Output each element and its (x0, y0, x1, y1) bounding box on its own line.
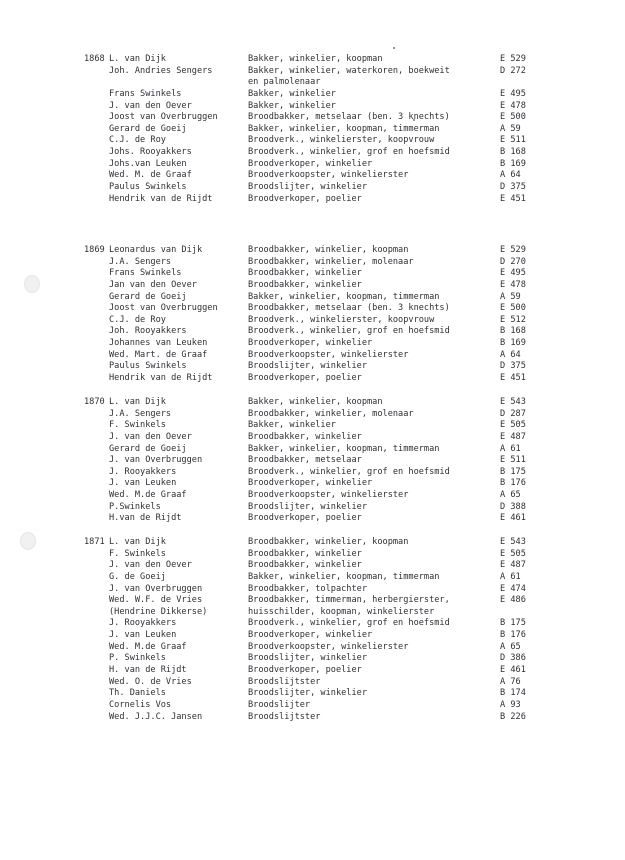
parcel-ref: A 76 (500, 676, 521, 687)
parcel-ref: D 270 (500, 256, 526, 267)
parcel-ref: B 226 (500, 711, 526, 722)
person-name: J. van Leuken (109, 478, 177, 489)
occupation: Bakker, winkelier, koopman, timmerman (248, 443, 440, 454)
occupation: en palmolenaar (248, 77, 321, 88)
parcel-ref: E 451 (500, 193, 526, 204)
register-row (0, 607, 625, 619)
person-name: Joh. Andries Sengers (109, 65, 213, 76)
register-row (0, 549, 625, 561)
register-row (0, 490, 625, 502)
register-row (0, 432, 625, 444)
person-name: L. van Dijk (109, 397, 166, 407)
occupation: Bakker, winkelier, koopman (248, 397, 383, 407)
occupation: Broodverkoper, winkelier (248, 478, 373, 489)
parcel-ref: D 375 (500, 182, 526, 193)
register-row (0, 182, 625, 194)
person-name: G. de Goeij (109, 571, 166, 582)
occupation: Bakker, winkelier, waterkoren, boekweit (248, 65, 450, 76)
occupation: Broodslijter, winkelier (248, 361, 367, 372)
occupation: Broodbakker, winkelier (248, 279, 362, 290)
person-name: J. van Overbruggen (109, 583, 203, 594)
person-name: Johs.van Leuken (109, 158, 187, 169)
parcel-ref: A 59 (500, 123, 521, 134)
register-row (0, 712, 625, 724)
parcel-ref: B 176 (500, 630, 526, 641)
person-name: L. van Dijk (109, 54, 166, 64)
register-row (0, 572, 625, 584)
occupation: Bakker, winkelier (248, 420, 336, 431)
parcel-ref: B 168 (500, 326, 526, 337)
person-name: Johannes van Leuken (109, 338, 208, 349)
parcel-ref: E 511 (500, 135, 526, 146)
register-row (0, 54, 625, 66)
occupation: Broodverkoper, winkelier (248, 338, 373, 349)
person-name: J. van den Oever (109, 100, 192, 111)
person-name: Cornelis Vos (109, 699, 172, 710)
occupation: Broodverkoopster, winkelierster (248, 490, 409, 501)
ink-speck (393, 47, 395, 49)
register-row (0, 170, 625, 182)
person-name: Joost van Overbruggen (109, 112, 218, 123)
occupation: Broodslijter, winkelier (248, 688, 367, 699)
register-row (0, 101, 625, 113)
parcel-ref: E 500 (500, 112, 526, 123)
parcel-ref: E 529 (500, 54, 526, 64)
parcel-ref: A 65 (500, 490, 521, 501)
parcel-ref: E 543 (500, 537, 526, 547)
parcel-ref: E 461 (500, 513, 526, 524)
person-name: J.A. Sengers (109, 408, 172, 419)
register-row (0, 560, 625, 572)
person-name: Paulus Swinkels (109, 182, 187, 193)
person-name: Johs. Rooyakkers (109, 147, 192, 158)
occupation: Broodbakker, timmerman, herbergierster, (248, 595, 450, 606)
register-row (0, 112, 625, 124)
register-row (0, 245, 625, 257)
register-row (0, 700, 625, 712)
person-name: Wed. M.de Graaf (109, 641, 187, 652)
person-name: J. van Leuken (109, 630, 177, 641)
parcel-ref: A 93 (500, 699, 521, 710)
person-name: Jan van den Oever (109, 279, 197, 290)
parcel-ref: A 65 (500, 641, 521, 652)
person-name: Hendrik van de Rijdt (109, 193, 213, 204)
person-name: H.van de Rijdt (109, 513, 182, 524)
occupation: Broodverkoopster, winkelierster (248, 641, 409, 652)
parcel-ref: E 495 (500, 268, 526, 279)
person-name: Gerard de Goeij (109, 123, 187, 134)
register-row (0, 159, 625, 171)
occupation: Broodverkoopster, winkelierster (248, 349, 409, 360)
person-name: Wed. Mart. de Graaf (109, 349, 208, 360)
parcel-ref: B 169 (500, 338, 526, 349)
parcel-ref: E 478 (500, 279, 526, 290)
person-name: C.J. de Roy (109, 135, 166, 146)
year-section (0, 397, 625, 525)
parcel-ref: A 59 (500, 291, 521, 302)
year-section (0, 537, 625, 723)
person-name: Joost van Overbruggen (109, 303, 218, 314)
person-name: Gerard de Goeij (109, 443, 187, 454)
register-row (0, 326, 625, 338)
register-row (0, 618, 625, 630)
register-row (0, 350, 625, 362)
register-row (0, 66, 625, 78)
register-row (0, 665, 625, 677)
register-row (0, 338, 625, 350)
person-name: J. Rooyakkers (109, 618, 177, 629)
occupation: Bakker, winkelier (248, 88, 336, 99)
occupation: Broodbakker, winkelier (248, 431, 362, 442)
parcel-ref: B 174 (500, 688, 526, 699)
parcel-ref: D 388 (500, 501, 526, 512)
parcel-ref: B 169 (500, 158, 526, 169)
occupation: Broodslijter, winkelier (248, 501, 367, 512)
register-row (0, 420, 625, 432)
person-name: Hendrik van de Rijdt (109, 373, 213, 384)
person-name: J. van Overbruggen (109, 455, 203, 466)
occupation: Bakker, winkelier (248, 100, 336, 111)
occupation: Broodverk., winkelierster, koopvrouw (248, 314, 435, 325)
person-name: L. van Dijk (109, 537, 166, 547)
occupation: Broodbakker, tolpachter (248, 583, 367, 594)
year-label: 1871 (84, 537, 105, 547)
register-row (0, 135, 625, 147)
register-row (0, 268, 625, 280)
parcel-ref: D 386 (500, 653, 526, 664)
occupation: Broodverk., winkelierster, koopvrouw (248, 135, 435, 146)
year-label: 1870 (84, 397, 105, 407)
occupation: huisschilder, koopman, winkelierster (248, 606, 435, 617)
occupation: Broodverkoper, poelier (248, 373, 362, 384)
person-name: Wed. M.de Graaf (109, 490, 187, 501)
parcel-ref: E 474 (500, 583, 526, 594)
person-name: J.A. Sengers (109, 256, 172, 267)
parcel-ref: B 168 (500, 147, 526, 158)
parcel-ref: E 451 (500, 373, 526, 384)
parcel-ref: E 529 (500, 245, 526, 255)
person-name: Th. Daniels (109, 688, 166, 699)
occupation: Broodbakker, metselaar (248, 455, 362, 466)
register-row (0, 303, 625, 315)
occupation: Broodverkoper, poelier (248, 665, 362, 676)
occupation: Broodbakker, winkelier, molenaar (248, 408, 414, 419)
register-row (0, 257, 625, 269)
register-row (0, 455, 625, 467)
parcel-ref: E 486 (500, 595, 526, 606)
register-row (0, 280, 625, 292)
register-row (0, 537, 625, 549)
parcel-ref: E 461 (500, 665, 526, 676)
parcel-ref: A 61 (500, 443, 521, 454)
register-row (0, 194, 625, 206)
person-name: J. van den Oever (109, 560, 192, 571)
occupation: Broodbakker, winkelier (248, 268, 362, 279)
parcel-ref: A 64 (500, 170, 521, 181)
person-name: P.Swinkels (109, 501, 161, 512)
register-row (0, 595, 625, 607)
person-name: (Hendrine Dikkerse) (109, 606, 208, 617)
parcel-ref: E 505 (500, 420, 526, 431)
occupation: Bakker, winkelier, koopman, timmerman (248, 123, 440, 134)
parcel-ref: B 176 (500, 478, 526, 489)
person-name: Wed. M. de Graaf (109, 170, 192, 181)
occupation: Broodbakker, metselaar (ben. 3 knechts) (248, 303, 450, 314)
parcel-ref: E 478 (500, 100, 526, 111)
occupation: Broodbakker, winkelier (248, 560, 362, 571)
register-row (0, 478, 625, 490)
register-row (0, 642, 625, 654)
occupation: Broodverkoper, poelier (248, 193, 362, 204)
year-section (0, 54, 625, 205)
occupation: Broodverk., winkelier, grof en hoefsmid (248, 147, 450, 158)
register-row (0, 124, 625, 136)
occupation: Broodslijter (248, 699, 311, 710)
parcel-ref: E 543 (500, 397, 526, 407)
person-name: Wed. J.J.C. Jansen (109, 711, 203, 722)
register-row (0, 467, 625, 479)
occupation: Broodslijtster (248, 711, 321, 722)
occupation: Broodbakker, winkelier, koopman (248, 537, 409, 547)
person-name: Joh. Rooyakkers (109, 326, 187, 337)
register-row (0, 502, 625, 514)
register-row (0, 677, 625, 689)
occupation: Bakker, winkelier, koopman (248, 54, 383, 64)
person-name: J. Rooyakkers (109, 466, 177, 477)
parcel-ref: B 175 (500, 466, 526, 477)
register-row (0, 77, 625, 89)
person-name: Frans Swinkels (109, 268, 182, 279)
parcel-ref: E 495 (500, 88, 526, 99)
occupation: Broodverk., winkelier, grof en hoefsmid (248, 466, 450, 477)
occupation: Broodverkoper, winkelier (248, 158, 373, 169)
occupation: Broodverkoper, poelier (248, 513, 362, 524)
register-row (0, 409, 625, 421)
parcel-ref: E 512 (500, 314, 526, 325)
register-row (0, 630, 625, 642)
register-row (0, 688, 625, 700)
register-row (0, 444, 625, 456)
parcel-ref: E 511 (500, 455, 526, 466)
parcel-ref: D 272 (500, 65, 526, 76)
occupation: Bakker, winkelier, koopman, timmerman (248, 291, 440, 302)
person-name: Wed. W.F. de Vries (109, 595, 203, 606)
register-row (0, 373, 625, 385)
year-section (0, 245, 625, 385)
person-name: P. Swinkels (109, 653, 166, 664)
occupation: Broodslijter, winkelier (248, 653, 367, 664)
year-label: 1869 (84, 245, 105, 255)
occupation: Broodbakker, metselaar (ben. 3 knechts) (248, 112, 450, 123)
person-name: F. Swinkels (109, 420, 166, 431)
register-row (0, 292, 625, 304)
register-row (0, 397, 625, 409)
occupation: Broodslijter, winkelier (248, 182, 367, 193)
parcel-ref: A 61 (500, 571, 521, 582)
person-name: Frans Swinkels (109, 88, 182, 99)
register-row (0, 147, 625, 159)
occupation: Broodverk., winkelier, grof en hoefsmid (248, 618, 450, 629)
person-name: H. van de Rijdt (109, 665, 187, 676)
register-row (0, 89, 625, 101)
parcel-ref: E 487 (500, 431, 526, 442)
register-row (0, 361, 625, 373)
occupation: Broodbakker, winkelier, koopman (248, 245, 409, 255)
parcel-ref: B 175 (500, 618, 526, 629)
parcel-ref: A 64 (500, 349, 521, 360)
register-row (0, 584, 625, 596)
year-label: 1868 (84, 54, 105, 64)
register-row (0, 653, 625, 665)
parcel-ref: E 500 (500, 303, 526, 314)
person-name: J. van den Oever (109, 431, 192, 442)
occupation: Broodbakker, winkelier, molenaar (248, 256, 414, 267)
person-name: Gerard de Goeij (109, 291, 187, 302)
parcel-ref: E 505 (500, 548, 526, 559)
register-row (0, 315, 625, 327)
register-row (0, 513, 625, 525)
occupation: Broodverkoper, winkelier (248, 630, 373, 641)
occupation: Broodslijtster (248, 676, 321, 687)
person-name: Wed. O. de Vries (109, 676, 192, 687)
occupation: Bakker, winkelier, koopman, timmerman (248, 571, 440, 582)
person-name: Leonardus van Dijk (109, 245, 203, 255)
occupation: Broodverk., winkelier, grof en hoefsmid (248, 326, 450, 337)
person-name: C.J. de Roy (109, 314, 166, 325)
person-name: F. Swinkels (109, 548, 166, 559)
person-name: Paulus Swinkels (109, 361, 187, 372)
parcel-ref: D 287 (500, 408, 526, 419)
parcel-ref: E 487 (500, 560, 526, 571)
parcel-ref: D 375 (500, 361, 526, 372)
occupation: Broodbakker, winkelier (248, 548, 362, 559)
occupation: Broodverkoopster, winkelierster (248, 170, 409, 181)
